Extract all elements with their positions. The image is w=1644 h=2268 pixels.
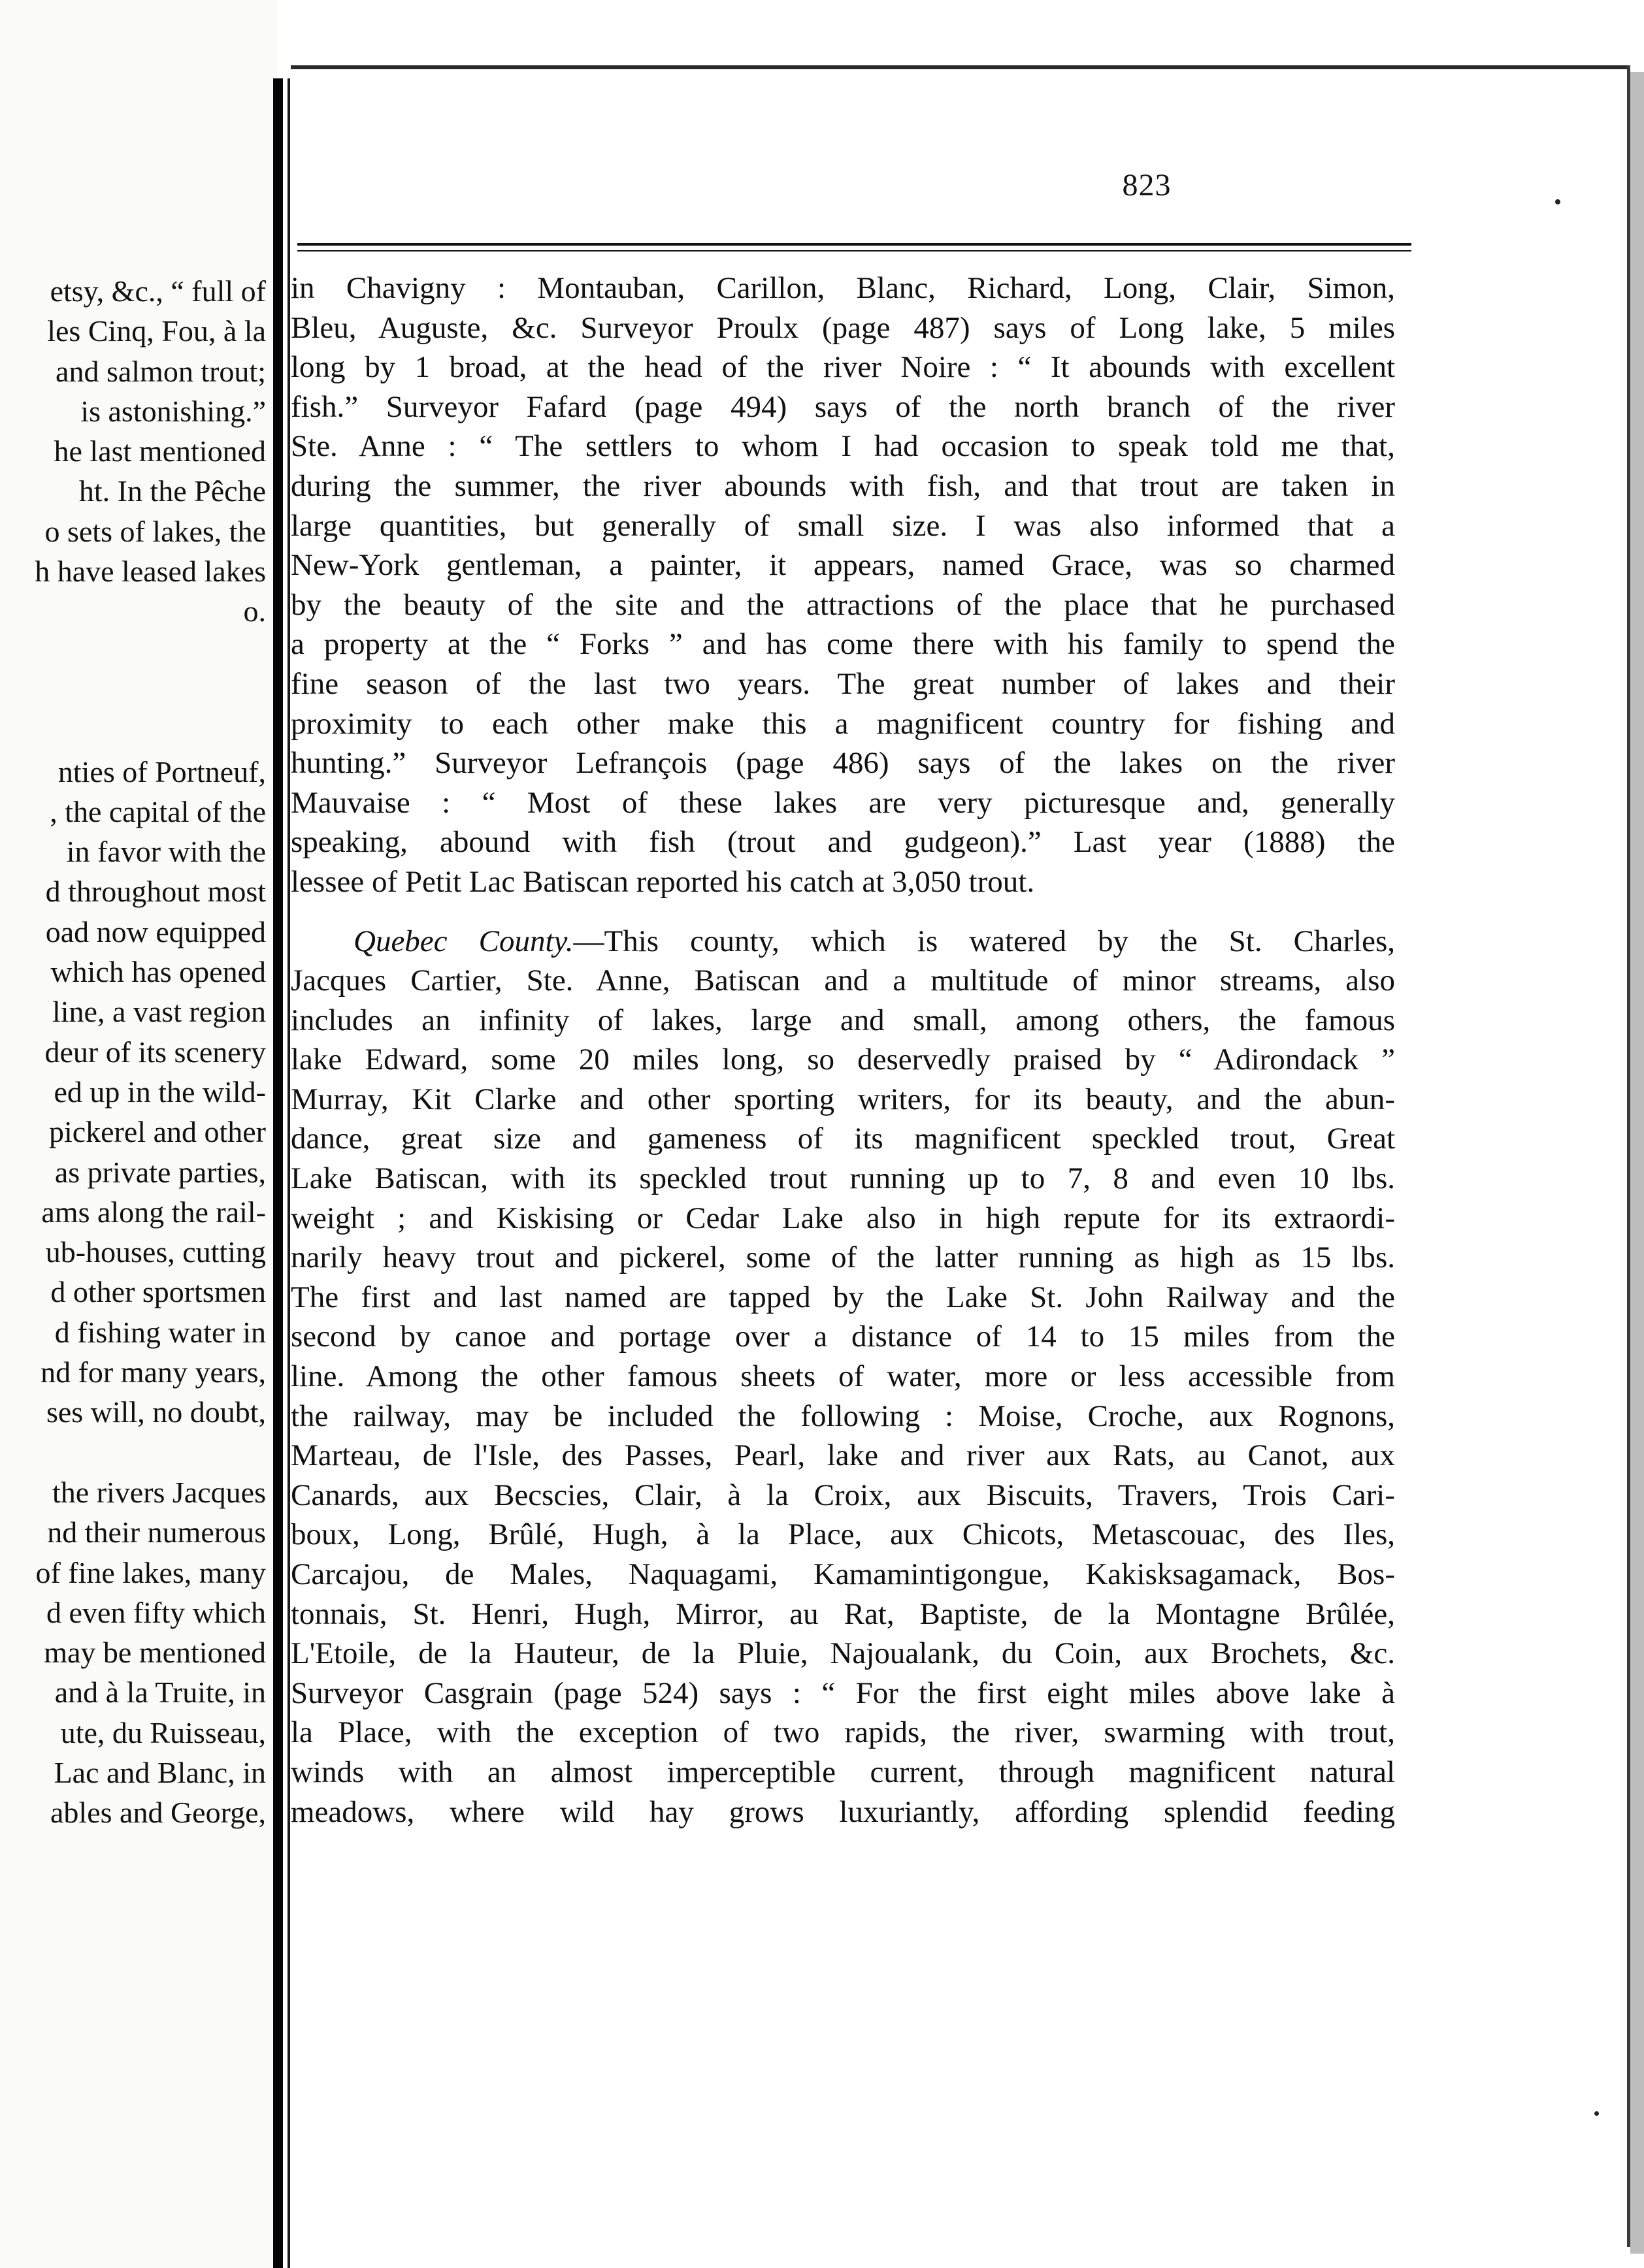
left-line: ams along the rail-: [41, 1195, 266, 1229]
text-line: large quantities, but generally of small size. I was also informed that a: [291, 508, 1395, 543]
left-line: o sets of lakes, the: [44, 514, 266, 548]
text-line: fine season of the last two years. The great number of lakes and their: [291, 666, 1395, 701]
text-line: winds with an almost imperceptible current, through magnificent natural: [291, 1755, 1395, 1789]
text-line: fish.” Surveyor Fafard (page 494) says of the north branch of the river: [291, 389, 1395, 424]
left-line: ables and George,: [50, 1796, 266, 1830]
page-edge-top: [291, 65, 1630, 69]
left-line: d even fifty which: [46, 1595, 266, 1629]
left-line: nd for many years,: [41, 1355, 266, 1389]
left-line: nties of Portneuf,: [58, 754, 266, 788]
left-line: and salmon trout;: [56, 354, 266, 388]
text-line: in Chavigny : Montauban, Carillon, Blanc, Richard, Long, Clair, Simon,: [291, 271, 1395, 305]
text-line: dance, great size and gameness of its magnificent speckled trout, Great: [291, 1122, 1395, 1156]
left-line: pickerel and other: [48, 1115, 266, 1149]
left-line: of fine lakes, many: [35, 1555, 266, 1589]
text-line: Murray, Kit Clarke and other sporting writers, for its beauty, and the abun-: [291, 1082, 1395, 1116]
text-line: line. Among the other famous sheets of water, more or less accessible from: [291, 1359, 1395, 1394]
left-line: may be mentioned: [44, 1636, 266, 1670]
left-line: is astonishing.”: [80, 394, 266, 428]
paragraph-heading-line: [291, 922, 1395, 962]
ink-speck: [1594, 2111, 1599, 2116]
left-line: which has opened: [50, 955, 266, 989]
left-line: d throughout most: [45, 875, 266, 909]
text-line: proximity to each other make this a magnificent country for fishing and: [291, 706, 1395, 741]
text-line: second by canoe and portage over a distance of 14 to 15 miles from the: [291, 1320, 1395, 1354]
left-line: nd their numerous: [47, 1515, 266, 1549]
left-line: ses will, no doubt,: [46, 1395, 266, 1429]
left-line: les Cinq, Fou, à la: [47, 314, 266, 348]
text-line: Surveyor Casgrain (page 524) says : “ For the first eight miles above lake à: [291, 1676, 1395, 1710]
left-line: ed up in the wild-: [54, 1075, 266, 1109]
text-line: Bleu, Auguste, &c. Surveyor Proulx (page 487) says of Long lake, 5 miles: [291, 310, 1395, 345]
book-gutter: [273, 78, 283, 2268]
left-line: the rivers Jacques: [52, 1475, 266, 1509]
text-line: boux, Long, Brûlé, Hugh, à la Place, aux Chicots, Metascouac, des Iles,: [291, 1517, 1395, 1552]
text-line: Canards, aux Becscies, Clair, à la Croix, aux Biscuits, Travers, Trois Cari-: [291, 1478, 1395, 1512]
left-line: line, a vast region: [52, 995, 266, 1029]
body-text: [291, 268, 1395, 1832]
gutter-shadow: [288, 78, 290, 2268]
page-shadow: [1630, 72, 1644, 2254]
paragraph-gap: [291, 902, 1395, 922]
text-line: the railway, may be included the following : Moise, Croche, aux Rognons,: [291, 1399, 1395, 1433]
left-line: as private parties,: [54, 1155, 266, 1189]
left-line: and à la Truite, in: [54, 1676, 266, 1709]
left-line: etsy, &c., “ full of: [50, 274, 266, 308]
text-line: narily heavy trout and pickerel, some of the latter running as high as 15 lbs.: [291, 1240, 1395, 1275]
left-line: deur of its scenery: [44, 1035, 266, 1069]
text-line: hunting.” Surveyor Lefrançois (page 486) says of the lakes on the river: [291, 746, 1395, 781]
left-line: ute, du Ruisseau,: [60, 1715, 266, 1749]
page-number: 823: [1122, 168, 1172, 202]
text-line: by the beauty of the site and the attractions of the place that he purchased: [291, 587, 1395, 622]
text-line: a property at the “ Forks ” and has come there with his family to spend the: [291, 627, 1395, 662]
left-line: [35, 1433, 266, 1472]
left-line: ub-houses, cutting: [45, 1235, 266, 1269]
left-line: o.: [243, 594, 266, 628]
text-line: weight ; and Kiskising or Cedar Lake also in high repute for its extraordi-: [291, 1201, 1395, 1235]
text-line: L'Etoile, de la Hauteur, de la Pluie, Najoualank, du Coin, aux Brochets, &c.: [291, 1636, 1395, 1671]
header-rule: [297, 243, 1411, 246]
left-line: [35, 672, 266, 711]
left-line: d other sportsmen: [50, 1275, 266, 1309]
text-line: lessee of Petit Lac Batiscan reported his catch at 3,050 trout.: [291, 864, 1035, 899]
text-line: Jacques Cartier, Ste. Anne, Batiscan and a multitude of minor streams, also: [291, 964, 1395, 998]
left-line: d fishing water in: [54, 1315, 266, 1349]
text-line: lake Edward, some 20 miles long, so deservedly praised by “ Adirondack ”: [291, 1043, 1395, 1077]
text-line: la Place, with the exception of two rapids, the river, swarming with trout,: [291, 1715, 1395, 1750]
left-page-text: [35, 271, 266, 1833]
left-line: [35, 711, 266, 751]
text-line: —This county, which is watered by the St. Charles,: [573, 924, 1395, 958]
text-line: includes an infinity of lakes, large and small, among others, the famous: [291, 1003, 1395, 1037]
text-line: The first and last named are tapped by the Lake St. John Railway and the: [291, 1280, 1395, 1314]
left-line: oad now equipped: [45, 915, 266, 948]
left-line: he last mentioned: [54, 434, 266, 468]
text-line: long by 1 broad, at the head of the river Noire : “ It abounds with excellent: [291, 350, 1395, 385]
left-line: ht. In the Pêche: [78, 474, 266, 508]
text-line: Ste. Anne : “ The settlers to whom I had occasion to speak told me that,: [291, 429, 1395, 464]
text-line: Lake Batiscan, with its speckled trout running up to 7, 8 and even 10 lbs.: [291, 1161, 1395, 1196]
text-line: Mauvaise : “ Most of these lakes are very picturesque and, generally: [291, 785, 1395, 820]
text-line: meadows, where wild hay grows luxuriantly, affording splendid feeding: [291, 1794, 1395, 1829]
left-page: [0, 0, 278, 2268]
section-heading: Quebec County.: [353, 924, 574, 958]
right-page: [291, 0, 1644, 2268]
header-rule: [297, 250, 1411, 251]
left-line: , the capital of the: [50, 794, 266, 828]
left-line: Lac and Blanc, in: [54, 1755, 266, 1789]
text-line: Marteau, de l'Isle, des Passes, Pearl, lake and river aux Rats, au Canot, aux: [291, 1438, 1395, 1473]
text-line: tonnais, St. Henri, Hugh, Mirror, au Rat, Baptiste, de la Montagne Brûlée,: [291, 1596, 1395, 1631]
text-line: Carcajou, de Males, Naquagami, Kamamintigongue, Kakisksagamack, Bos-: [291, 1557, 1395, 1591]
left-line: [35, 632, 266, 672]
left-line: h have leased lakes: [35, 555, 266, 589]
text-line: during the summer, the river abounds with fish, and that trout are taken in: [291, 468, 1395, 503]
text-line: speaking, abound with fish (trout and gudgeon).” Last year (1888) the: [291, 825, 1395, 860]
left-line: in favor with the: [66, 835, 266, 869]
ink-speck: [1555, 199, 1560, 204]
text-line: New-York gentleman, a painter, it appears, named Grace, was so charmed: [291, 548, 1395, 583]
